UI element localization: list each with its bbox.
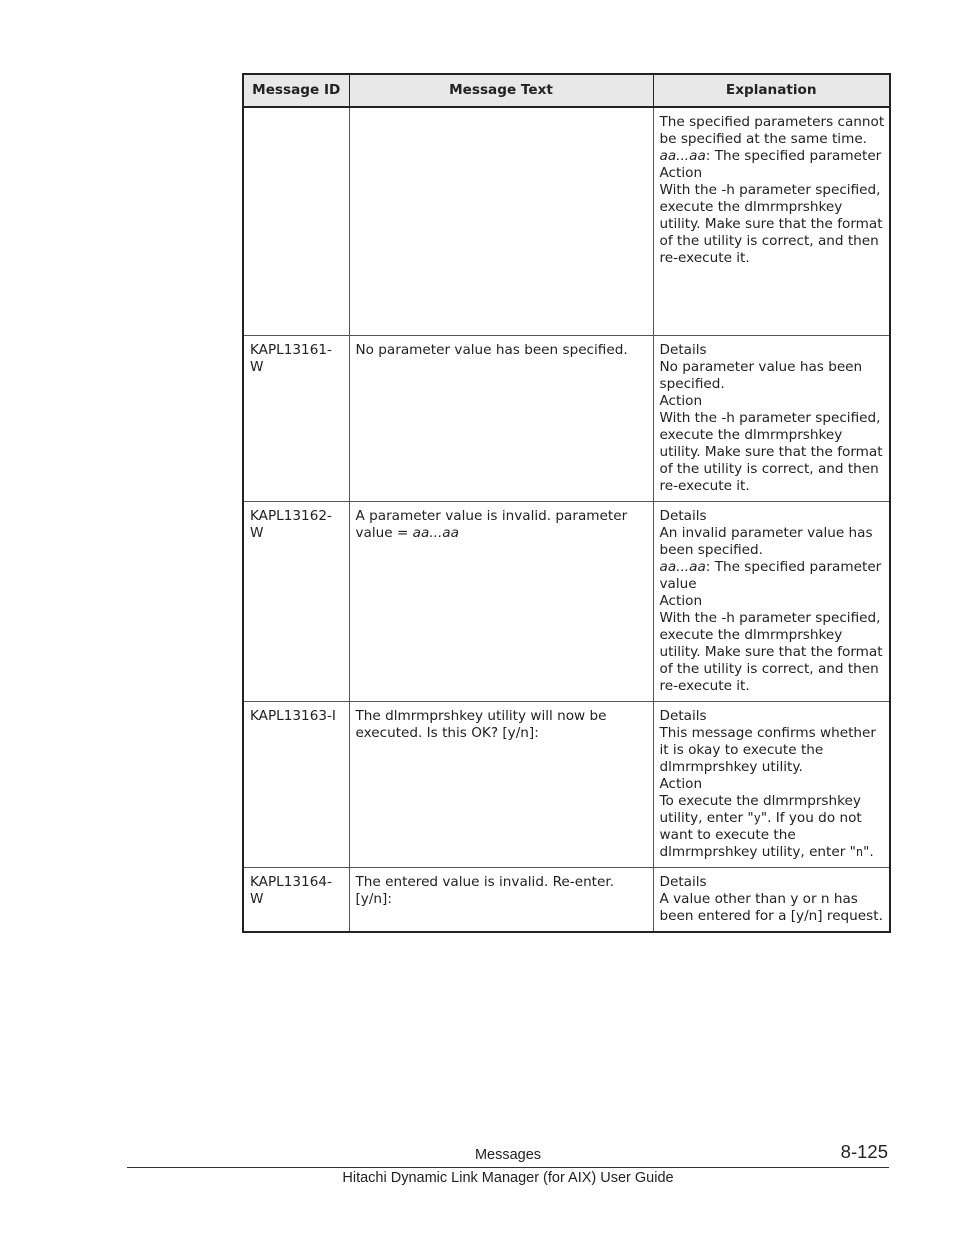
- footer-document-title: Hitachi Dynamic Link Manager (for AIX) User Guide: [342, 1170, 674, 1186]
- table-row: [243, 501, 890, 701]
- action-text-part: ".: [863, 843, 874, 860]
- action-text-part: ". If you do not want to execute the dlmrmprshkey utility, enter ": [659, 809, 862, 860]
- details-text: This message confirms whether it is okay to execute the dlmrmprshkey utility.: [659, 724, 876, 775]
- variable-description: [660, 559, 886, 593]
- action-text: With the -h parameter specified, execute the dlmrmprshkey utility. Make sure that the format of the utility is correct, and then re-execute it.: [659, 409, 883, 494]
- details-text: An invalid parameter value has been specified.: [659, 524, 873, 558]
- action-label: Action: [659, 775, 703, 792]
- message-id-cell: KAPL13163-I: [243, 701, 349, 867]
- header-message-text: Message Text: [349, 74, 653, 107]
- message-id-cell: KAPL13164-W: [243, 867, 349, 932]
- action-text: With the -h parameter specified, execute the dlmrmprshkey utility. Make sure that the format of the utility is correct, and then re-execute it.: [659, 609, 883, 694]
- code-y: y: [753, 810, 761, 825]
- details-label: Details: [659, 707, 707, 724]
- message-text-cell: The dlmrmprshkey utility will now be executed. Is this OK? [y/n]:: [349, 701, 653, 867]
- action-text: With the -h parameter specified, execute the dlmrmprshkey utility. Make sure that the format of the utility is correct, and then re-execute it.: [659, 182, 883, 266]
- message-text-cell: No parameter value has been specified.: [349, 335, 653, 501]
- explanation-cell: [653, 501, 890, 701]
- action-label: Action: [659, 592, 703, 609]
- code-n: n: [855, 844, 864, 859]
- table-row: [243, 335, 890, 501]
- details-text: A value other than y or n has been entered for a [y/n] request.: [659, 890, 883, 924]
- details-label: Details: [659, 341, 707, 358]
- message-id-cell: KAPL13162-W: [243, 501, 349, 701]
- variable-description: [660, 148, 886, 165]
- action-text: [660, 793, 886, 861]
- explanation-cell: [653, 335, 890, 501]
- message-id-cell: [243, 107, 349, 335]
- page-number: 8-125: [840, 1141, 888, 1162]
- message-text-cell: [349, 501, 653, 701]
- message-text-prefix: A parameter value is invalid. parameter value =: [355, 507, 628, 541]
- table-row: [243, 701, 890, 867]
- details-text: The specified parameters cannot be specified at the same time.: [659, 114, 885, 147]
- explanation-cell: [653, 867, 890, 932]
- action-text-part: To execute the dlmrmprshkey utility, enter ": [659, 792, 861, 826]
- messages-table: [242, 73, 891, 933]
- message-text-cell: [349, 107, 653, 335]
- message-text-cell: The entered value is invalid. Re-enter. [y/n]:: [349, 867, 653, 932]
- table-row: [243, 867, 890, 932]
- message-text-variable: aa...aa: [412, 524, 459, 541]
- footer-section-name: Messages: [474, 1147, 542, 1163]
- variable-meaning: : The specified parameter value: [659, 558, 882, 592]
- action-label: Action: [659, 392, 703, 409]
- details-label: Details: [659, 507, 707, 524]
- table-header-row: [243, 74, 890, 107]
- action-label: Action: [659, 165, 703, 181]
- details-text: No parameter value has been specified.: [659, 358, 863, 392]
- variable-name: aa...aa: [659, 148, 706, 164]
- header-explanation: Explanation: [653, 74, 890, 107]
- variable-name: aa...aa: [659, 558, 706, 575]
- footer-divider: [127, 1167, 889, 1168]
- message-id-cell: KAPL13161-W: [243, 335, 349, 501]
- header-message-id: Message ID: [243, 74, 349, 107]
- table-row: [243, 107, 890, 335]
- variable-meaning: : The specified parameter: [705, 148, 882, 164]
- details-label: Details: [659, 873, 707, 890]
- explanation-cell: [653, 701, 890, 867]
- explanation-cell: [653, 107, 890, 335]
